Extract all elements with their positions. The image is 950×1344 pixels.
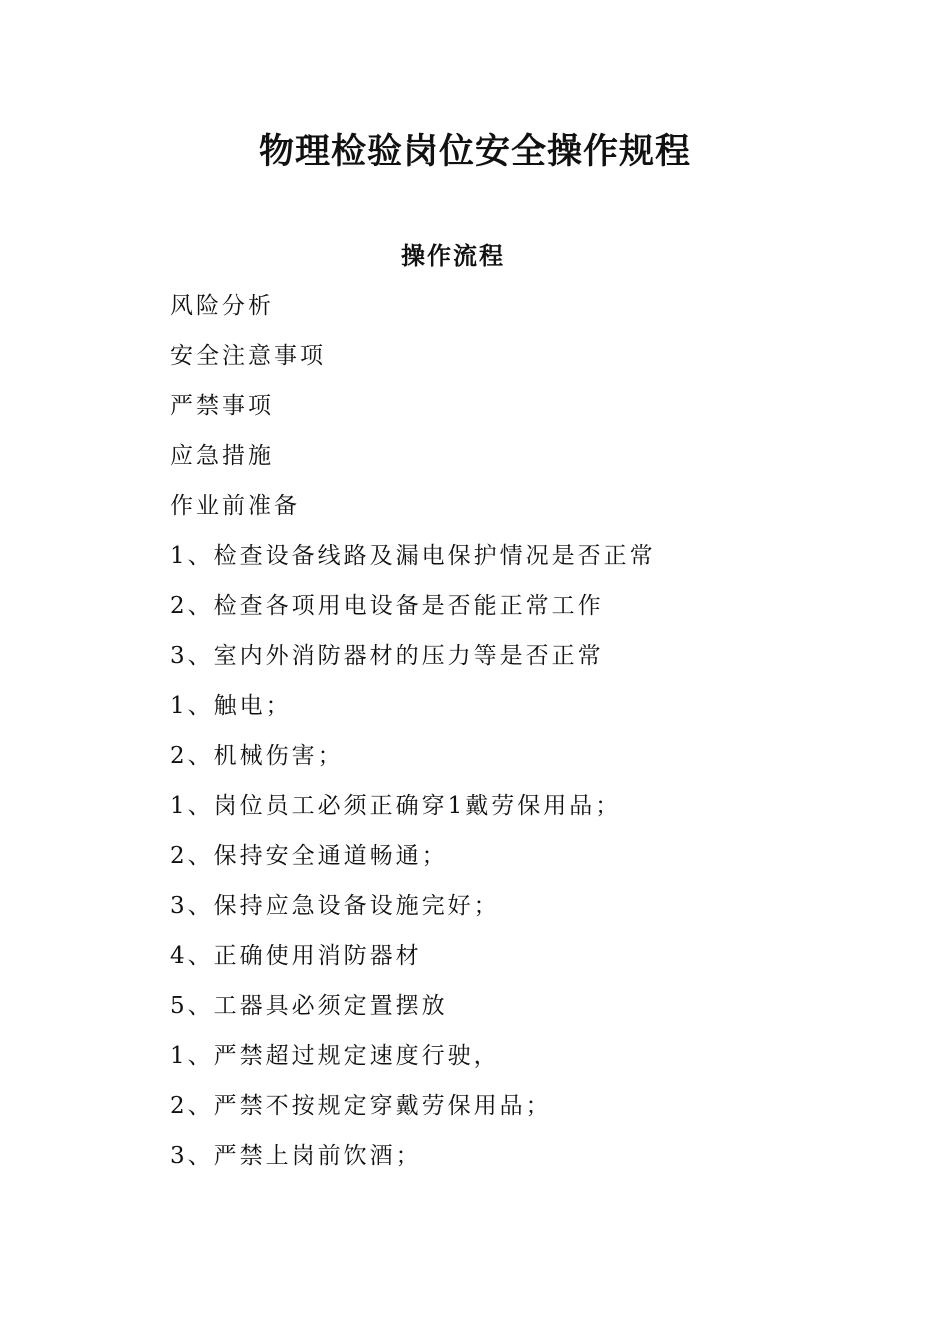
text-line: 安全注意事项 (170, 343, 326, 369)
text-line: 1、岗位员工必须正确穿1戴劳保用品； (170, 793, 622, 819)
document-body (170, 288, 890, 1188)
text-line: 1、触电； (170, 693, 292, 719)
text-line: 5、工器具必须定置摆放 (170, 993, 448, 1019)
text-line: 3、严禁上岗前饮酒； (170, 1143, 422, 1169)
text-line: 2、检查各项用电设备是否能正常工作 (170, 593, 604, 619)
section-heading: 操作流程 (401, 241, 505, 270)
document-title: 物理检验岗位安全操作规程 (258, 132, 691, 172)
text-line: 2、保持安全通道畅通； (170, 843, 448, 869)
text-line: 4、正确使用消防器材 (170, 943, 422, 969)
text-line: 1、检查设备线路及漏电保护情况是否正常 (170, 543, 656, 569)
text-line: 2、严禁不按规定穿戴劳保用品； (170, 1093, 552, 1119)
text-line: 3、保持应急设备设施完好； (170, 893, 500, 919)
text-line: 风险分析 (170, 293, 274, 319)
text-line: 1、严禁超过规定速度行驶， (170, 1043, 500, 1069)
text-line: 3、室内外消防器材的压力等是否正常 (170, 643, 604, 669)
text-line: 应急措施 (170, 443, 274, 469)
text-line: 2、机械伤害； (170, 743, 344, 769)
text-line: 严禁事项 (170, 393, 274, 419)
text-line: 作业前准备 (170, 493, 300, 519)
